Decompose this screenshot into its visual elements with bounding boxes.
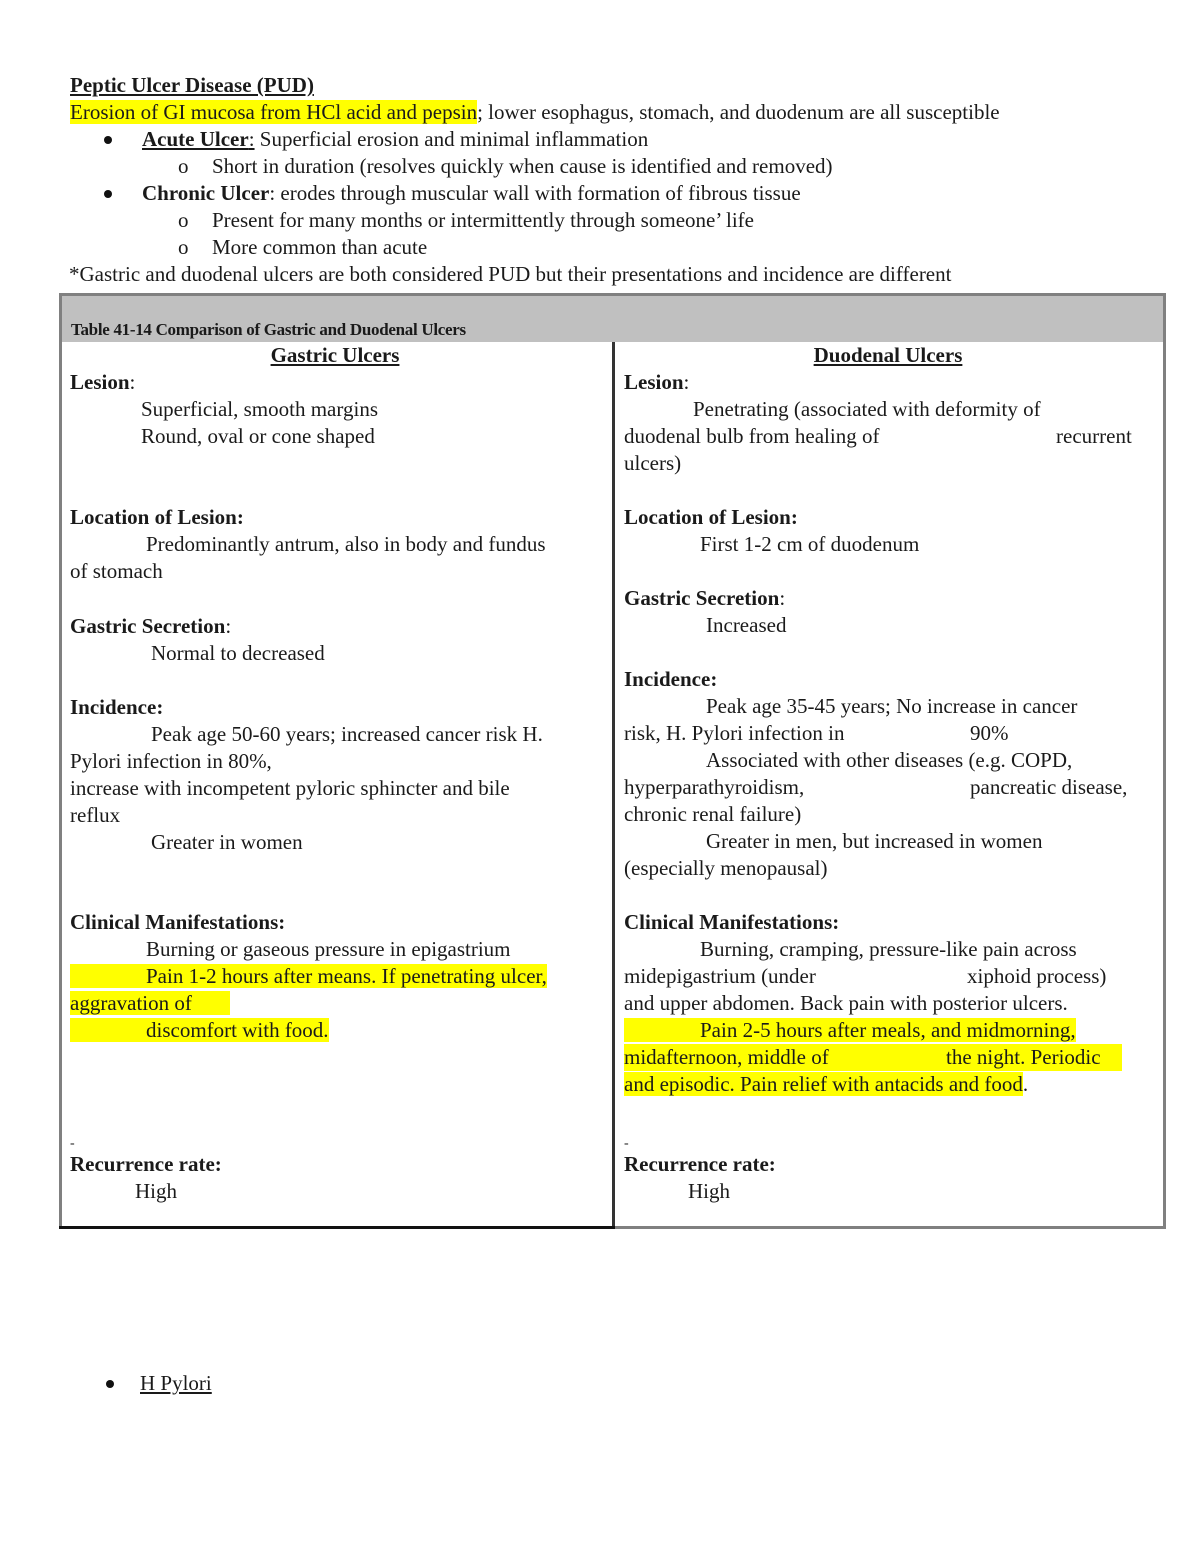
gastric-clinical [70, 909, 600, 1044]
definition-rest: ; lower esophagus, stomach, and duodenum are all susceptible [477, 100, 1000, 124]
location-value: First 1-2 cm of duodenum [700, 532, 920, 556]
secretion-label: Gastric Secretion [70, 614, 226, 638]
column-divider [612, 342, 615, 1229]
secretion-value: Increased [706, 613, 787, 637]
sub-bullet-icon: o [178, 235, 189, 259]
clinical-value: xiphoid process) [967, 964, 1107, 988]
term-chronic-ulcer: Chronic Ulcer [142, 181, 270, 205]
clinical-highlight-text: midafternoon, middle of [624, 1045, 829, 1069]
incidence-value: Associated with other diseases (e.g. COPD, [706, 748, 1073, 772]
clinical-label: Clinical Manifestations: [624, 910, 840, 934]
lesion-label: Lesion [70, 370, 130, 394]
gastric-column [70, 342, 600, 1203]
acute-ulcer-desc: Superficial erosion and minimal inflammation [254, 127, 649, 151]
clinical-highlight: discomfort with food. [70, 1018, 329, 1042]
secretion-colon: : [225, 614, 232, 638]
dash-mark: - [70, 1136, 75, 1151]
dash-mark: - [624, 1136, 629, 1151]
recurrence-value: High [688, 1179, 730, 1203]
incidence-value: risk, H. Pylori infection in [624, 721, 845, 745]
bullet-icon [106, 1380, 114, 1388]
intro-section [70, 72, 1160, 288]
location-value: of stomach [70, 559, 163, 583]
incidence-value: increase with incompetent pyloric sphincter and bile [70, 776, 510, 800]
sub-list-item [70, 153, 1160, 180]
note-line: *Gastric and duodenal ulcers are both considered PUD but their presentations and incidence are different [69, 262, 952, 286]
lesion-value: ulcers) [624, 451, 682, 475]
gastric-incidence [70, 694, 600, 856]
incidence-value: chronic renal failure) [624, 802, 802, 826]
highlighted-definition: Erosion of GI mucosa from HCl acid and pepsin [70, 100, 478, 124]
location-label: Location of Lesion: [70, 505, 244, 529]
list-item-chronic-ulcer [70, 180, 1160, 207]
duodenal-column [624, 342, 1152, 1203]
clinical-highlight: Pain 1-2 hours after means. If penetrating ulcer, [70, 964, 547, 988]
table-caption: Table 41-14 Comparison of Gastric and Duodenal Ulcers [71, 320, 466, 339]
sub-bullet-icon: o [178, 208, 189, 232]
incidence-value: (especially menopausal) [624, 856, 828, 880]
recurrence-label: Recurrence rate: [624, 1152, 776, 1176]
location-label: Location of Lesion: [624, 505, 798, 529]
sub-item-text: More common than acute [212, 235, 428, 259]
gastric-lesion [70, 369, 600, 450]
incidence-value: Peak age 50-60 years; increased cancer risk H. [151, 722, 543, 746]
incidence-value: pancreatic disease, [970, 775, 1128, 799]
gastric-secretion [70, 613, 600, 667]
comparison-table [59, 293, 1166, 1229]
secretion-colon: : [779, 586, 786, 610]
incidence-value: Pylori infection in 80%, [70, 749, 272, 773]
lesion-colon: : [683, 370, 690, 394]
gastric-recurrence [70, 1151, 600, 1205]
clinical-value: midepigastrium (under [624, 964, 816, 988]
duodenal-recurrence [624, 1151, 1152, 1205]
bullet-icon [104, 136, 112, 144]
chronic-ulcer-desc: : erodes through muscular wall with formation of fibrous tissue [269, 181, 801, 205]
clinical-value: Burning, cramping, pressure-like pain across [700, 937, 1077, 961]
clinical-value: Burning or gaseous pressure in epigastrium [146, 937, 511, 961]
clinical-value: and upper abdomen. Back pain with posterior ulcers. [624, 991, 1068, 1015]
recurrence-value: High [135, 1179, 177, 1203]
duodenal-location [624, 504, 1152, 558]
duodenal-lesion [624, 369, 1152, 477]
clinical-highlight: and episodic. Pain relief with antacids and food [624, 1072, 1023, 1096]
lesion-value: Penetrating (associated with deformity of [693, 397, 1041, 421]
sub-bullet-icon: o [178, 154, 189, 178]
clinical-highlight [624, 1044, 1122, 1071]
term-acute-ulcer: Acute Ulcer [142, 127, 249, 151]
incidence-value: Peak age 35-45 years; No increase in cancer [706, 694, 1078, 718]
clinical-highlight: Pain 2-5 hours after meals, and midmorning, [624, 1018, 1076, 1042]
table-caption-bar [62, 296, 1163, 342]
incidence-label: Incidence: [70, 695, 164, 719]
term-suffix: : [248, 127, 255, 151]
sub-list-item [70, 207, 1160, 234]
incidence-value: hyperparathyroidism, [624, 775, 805, 799]
lesion-value: Round, oval or cone shaped [141, 424, 375, 448]
sub-item-text: Present for many months or intermittently through someone’ life [212, 208, 755, 232]
duodenal-clinical [624, 909, 1152, 1098]
clinical-label: Clinical Manifestations: [70, 910, 286, 934]
list-item-acute-ulcer [70, 126, 1160, 153]
secretion-label: Gastric Secretion [624, 586, 780, 610]
clinical-highlight-text: the night. Periodic [946, 1045, 1101, 1069]
sub-item-text: Short in duration (resolves quickly when cause is identified and removed) [212, 154, 833, 178]
incidence-label: Incidence: [624, 667, 718, 691]
page-title: Peptic Ulcer Disease (PUD) [70, 73, 314, 97]
table-bottom-border [59, 1226, 615, 1229]
incidence-value: reflux [70, 803, 121, 827]
lesion-colon: : [129, 370, 136, 394]
clinical-highlight: aggravation of [70, 991, 230, 1015]
lesion-label: Lesion [624, 370, 684, 394]
sub-list-item [70, 234, 1160, 261]
definition-line [70, 99, 1160, 126]
incidence-value: Greater in women [151, 830, 303, 854]
lesion-value: duodenal bulb from healing of [624, 424, 880, 448]
lesion-value: recurrent [1056, 424, 1132, 448]
gastric-header: Gastric Ulcers [270, 343, 400, 367]
h-pylori-heading: H Pylori [140, 1371, 212, 1395]
recurrence-label: Recurrence rate: [70, 1152, 222, 1176]
location-value: Predominantly antrum, also in body and fundus [146, 532, 546, 556]
lesion-value: Superficial, smooth margins [141, 397, 378, 421]
incidence-value: Greater in men, but increased in women [706, 829, 1043, 853]
gastric-location [70, 504, 600, 585]
clinical-end: . [1022, 1072, 1029, 1096]
secretion-value: Normal to decreased [151, 641, 325, 665]
incidence-value: 90% [970, 721, 1009, 745]
bullet-icon [104, 190, 112, 198]
duodenal-secretion [624, 585, 1152, 639]
duodenal-incidence [624, 666, 1152, 882]
duodenal-header: Duodenal Ulcers [813, 343, 963, 367]
